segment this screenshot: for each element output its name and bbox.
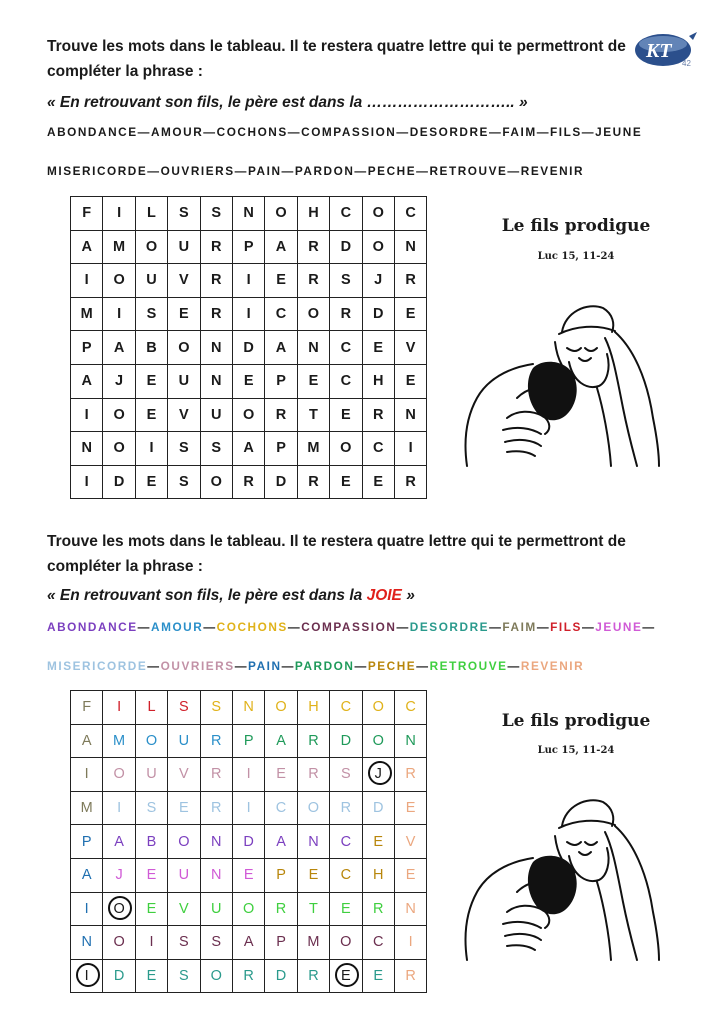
grid-cell: P (71, 331, 103, 365)
solution-grid-cell: J (103, 858, 135, 892)
word-separator: — (536, 620, 551, 634)
solution-grid-row (71, 926, 427, 960)
solution-word: PARDON (294, 659, 355, 673)
grid-cell: V (394, 331, 426, 365)
grid-cell: U (135, 264, 167, 298)
solution-word: RETROUVE (429, 659, 508, 673)
solution-grid-cell: D (362, 791, 394, 825)
grid-cell: D (103, 465, 135, 499)
solution-grid-cell: R (297, 758, 329, 792)
grid-cell: C (362, 432, 394, 466)
grid-cell: O (103, 432, 135, 466)
solution-word-search-grid (70, 690, 427, 993)
answer-circle (108, 896, 132, 920)
grid-row (71, 264, 427, 298)
grid-cell: E (168, 297, 200, 331)
solution-grid-cell: S (200, 926, 232, 960)
solution-grid-cell: E (135, 858, 167, 892)
solution-grid-cell: I (232, 791, 264, 825)
grid-cell: N (394, 230, 426, 264)
solution-grid-cell: C (330, 691, 362, 725)
solution-grid-cell: L (135, 691, 167, 725)
grid-cell: N (71, 432, 103, 466)
solution-grid-cell: E (394, 858, 426, 892)
grid-cell: M (103, 230, 135, 264)
solution-grid-cell: I (71, 959, 103, 993)
solution-grid-cell: N (297, 825, 329, 859)
solution-illustration-title: Le fils prodigue (501, 711, 651, 731)
solution-grid-cell: O (362, 724, 394, 758)
solution-grid-cell: D (232, 825, 264, 859)
grid-cell: D (232, 331, 264, 365)
grid-cell: A (71, 364, 103, 398)
solution-word: FAIM (502, 620, 537, 634)
grid-cell: P (232, 230, 264, 264)
solution-grid-cell: E (362, 825, 394, 859)
exercise-instruction-line1: Trouve les mots dans le tableau. Il te restera quatre lettre qui te permettront de (47, 38, 626, 55)
solution-grid-cell: E (362, 959, 394, 993)
grid-cell: D (265, 465, 297, 499)
grid-cell: H (297, 197, 329, 231)
grid-cell: I (103, 197, 135, 231)
solution-instruction (47, 529, 647, 579)
grid-cell: E (297, 364, 329, 398)
word-separator: — (507, 659, 521, 673)
solution-grid-cell: H (362, 858, 394, 892)
solution-word: ABONDANCE (47, 620, 138, 634)
solution-instruction-line2: compléter la phrase : (47, 558, 203, 575)
grid-cell: O (362, 197, 394, 231)
solution-grid-cell: R (297, 959, 329, 993)
grid-row (71, 197, 427, 231)
grid-cell: U (168, 230, 200, 264)
grid-cell: D (362, 297, 394, 331)
grid-cell: S (168, 465, 200, 499)
word-separator: — (642, 620, 656, 634)
grid-cell: M (297, 432, 329, 466)
grid-cell: O (168, 331, 200, 365)
grid-row (71, 297, 427, 331)
father-embracing-son-illustration (447, 298, 677, 473)
grid-row (71, 398, 427, 432)
exercise-sentence: « En retrouvant son fils, le père est dans la ……………………….. » (47, 94, 528, 111)
solution-grid-cell: O (103, 926, 135, 960)
grid-cell: L (135, 197, 167, 231)
answer-circle (368, 761, 392, 785)
grid-cell: A (232, 432, 264, 466)
solution-grid-cell: E (135, 892, 167, 926)
solution-grid-cell: O (103, 892, 135, 926)
grid-cell: S (200, 197, 232, 231)
solution-grid-cell: B (135, 825, 167, 859)
solution-grid-cell: S (135, 791, 167, 825)
grid-cell: I (232, 264, 264, 298)
grid-cell: O (232, 398, 264, 432)
word-separator: — (137, 620, 151, 634)
grid-row (71, 364, 427, 398)
solution-grid-cell: C (330, 825, 362, 859)
grid-cell: O (103, 264, 135, 298)
solution-grid-cell: N (394, 724, 426, 758)
grid-cell: V (168, 398, 200, 432)
grid-cell: M (71, 297, 103, 331)
solution-word-list-line1 (47, 620, 656, 634)
grid-cell: E (330, 398, 362, 432)
solution-grid-cell: U (135, 758, 167, 792)
word-separator: — (147, 659, 161, 673)
solution-grid-cell: A (265, 825, 297, 859)
solution-grid-cell: S (200, 691, 232, 725)
solution-grid-cell: E (330, 892, 362, 926)
solution-grid-cell: C (362, 926, 394, 960)
grid-cell: E (135, 398, 167, 432)
solution-grid-cell: D (265, 959, 297, 993)
grid-cell: O (103, 398, 135, 432)
solution-word: MISERICORDE (47, 659, 148, 673)
solution-word: OUVRIERS (160, 659, 235, 673)
word-search-grid (70, 196, 427, 499)
grid-cell: U (200, 398, 232, 432)
solution-grid-cell: V (168, 892, 200, 926)
solution-grid-cell: I (394, 926, 426, 960)
grid-cell: V (168, 264, 200, 298)
solution-grid-row (71, 758, 427, 792)
grid-cell: R (394, 465, 426, 499)
grid-cell: E (362, 465, 394, 499)
solution-grid-cell: O (265, 691, 297, 725)
solution-grid-cell: P (265, 926, 297, 960)
solution-word: REVENIR (520, 659, 585, 673)
answer-circle (76, 963, 100, 987)
illustration-title: Le fils prodigue (501, 216, 651, 236)
grid-row (71, 230, 427, 264)
solution-grid-cell: O (103, 758, 135, 792)
solution-grid-cell: T (297, 892, 329, 926)
solution-grid-cell: O (362, 691, 394, 725)
grid-cell: O (297, 297, 329, 331)
solution-grid-cell: O (232, 892, 264, 926)
grid-cell: C (394, 197, 426, 231)
solution-grid-cell: I (71, 758, 103, 792)
logo-text: KT (646, 40, 672, 62)
solution-grid-cell: I (103, 691, 135, 725)
solution-grid-row (71, 724, 427, 758)
solution-grid-cell: R (200, 791, 232, 825)
grid-cell: T (297, 398, 329, 432)
solution-grid-cell: R (362, 892, 394, 926)
grid-cell: O (135, 230, 167, 264)
grid-cell: I (394, 432, 426, 466)
solution-grid-cell: R (394, 758, 426, 792)
grid-cell: I (71, 398, 103, 432)
grid-cell: I (71, 465, 103, 499)
solution-grid-cell: F (71, 691, 103, 725)
grid-cell: R (330, 297, 362, 331)
word-separator: — (203, 620, 217, 634)
grid-cell: J (103, 364, 135, 398)
solution-grid-cell: V (168, 758, 200, 792)
grid-cell: I (135, 432, 167, 466)
grid-cell: A (265, 331, 297, 365)
grid-cell: N (232, 197, 264, 231)
solution-word: JEUNE (595, 620, 643, 634)
grid-cell: C (330, 364, 362, 398)
solution-instruction-line1: Trouve les mots dans le tableau. Il te restera quatre lettre qui te permettront de (47, 533, 626, 550)
grid-cell: O (362, 230, 394, 264)
grid-cell: R (362, 398, 394, 432)
solution-grid-cell: A (103, 825, 135, 859)
solution-grid-cell: A (265, 724, 297, 758)
grid-cell: E (232, 364, 264, 398)
solution-grid-cell: R (297, 724, 329, 758)
grid-cell: R (265, 398, 297, 432)
solution-sentence-suffix: » (401, 587, 415, 604)
solution-grid-cell: A (232, 926, 264, 960)
solution-grid-cell: R (232, 959, 264, 993)
grid-cell: P (265, 432, 297, 466)
solution-grid-cell: S (168, 926, 200, 960)
grid-row (71, 465, 427, 499)
solution-grid-cell: U (168, 724, 200, 758)
solution-grid-cell: C (330, 858, 362, 892)
solution-illustration-reference: Luc 15, 11-24 (537, 745, 615, 756)
solution-sentence-prefix: « En retrouvant son fils, le père est dans la (47, 587, 367, 604)
solution-word: COCHONS (216, 620, 288, 634)
grid-cell: E (135, 465, 167, 499)
solution-grid-cell: N (200, 825, 232, 859)
grid-cell: R (232, 465, 264, 499)
word-separator: — (287, 620, 302, 634)
grid-cell: F (71, 197, 103, 231)
grid-cell: S (330, 264, 362, 298)
solution-grid-cell: D (103, 959, 135, 993)
grid-cell: J (362, 264, 394, 298)
word-separator: — (489, 620, 503, 634)
solution-grid-cell: A (71, 858, 103, 892)
solution-grid-cell: U (200, 892, 232, 926)
grid-cell: S (200, 432, 232, 466)
solution-grid-cell: N (232, 691, 264, 725)
grid-cell: I (232, 297, 264, 331)
grid-cell: E (135, 364, 167, 398)
grid-cell: P (265, 364, 297, 398)
solution-grid-cell: P (71, 825, 103, 859)
grid-cell: B (135, 331, 167, 365)
grid-cell: C (265, 297, 297, 331)
grid-cell: A (103, 331, 135, 365)
grid-cell: U (168, 364, 200, 398)
grid-cell: R (394, 264, 426, 298)
solution-grid-cell: M (103, 724, 135, 758)
solution-grid-cell: I (71, 892, 103, 926)
solution-grid-cell: O (168, 825, 200, 859)
solution-grid-cell: O (330, 926, 362, 960)
solution-grid-cell: I (232, 758, 264, 792)
solution-grid-cell: I (103, 791, 135, 825)
grid-cell: N (200, 331, 232, 365)
solution-word: COMPASSION (301, 620, 397, 634)
grid-cell: R (200, 297, 232, 331)
solution-grid-cell: N (200, 858, 232, 892)
answer-circle (335, 963, 359, 987)
solution-grid-cell: R (394, 959, 426, 993)
grid-cell: C (330, 197, 362, 231)
grid-cell: R (200, 230, 232, 264)
solution-grid-cell: N (394, 892, 426, 926)
solution-grid-cell: D (330, 724, 362, 758)
solution-word-list-line2 (47, 659, 584, 673)
grid-row (71, 331, 427, 365)
solution-father-embracing-son-illustration (447, 792, 677, 967)
grid-cell: C (330, 331, 362, 365)
word-separator: — (581, 620, 596, 634)
illustration-reference: Luc 15, 11-24 (537, 251, 615, 262)
solution-word: PAIN (248, 659, 282, 673)
solution-word: PECHE (367, 659, 417, 673)
solution-grid-cell: A (71, 724, 103, 758)
solution-grid-cell: I (135, 926, 167, 960)
grid-cell: E (330, 465, 362, 499)
grid-cell: N (394, 398, 426, 432)
solution-grid-cell: O (200, 959, 232, 993)
grid-cell: I (103, 297, 135, 331)
grid-cell: R (297, 230, 329, 264)
grid-cell: E (265, 264, 297, 298)
solution-grid-cell: O (297, 791, 329, 825)
word-separator: — (396, 620, 410, 634)
solution-grid-cell: M (297, 926, 329, 960)
exercise-instruction-line2: compléter la phrase : (47, 63, 203, 80)
solution-grid-cell: R (200, 724, 232, 758)
exercise-word-list-line2: MISERICORDE—OUVRIERS—PAIN—PARDON—PECHE—RETROUVE—REVENIR (47, 164, 585, 178)
solution-word: DESORDRE (409, 620, 490, 634)
solution-grid-cell: P (265, 858, 297, 892)
solution-grid-cell: V (394, 825, 426, 859)
solution-grid-cell: E (330, 959, 362, 993)
solution-grid-cell: E (394, 791, 426, 825)
word-separator: — (281, 659, 295, 673)
grid-cell: E (362, 331, 394, 365)
exercise-word-list-line1: ABONDANCE—AMOUR—COCHONS—COMPASSION—DESORDRE—FAIM—FILS—JEUNE (47, 125, 643, 139)
word-separator: — (354, 659, 368, 673)
grid-cell: S (168, 432, 200, 466)
solution-grid-row (71, 858, 427, 892)
word-separator: — (234, 659, 249, 673)
solution-grid-cell: E (265, 758, 297, 792)
solution-grid-cell: H (297, 691, 329, 725)
solution-word: AMOUR (151, 620, 204, 634)
solution-grid-row (71, 825, 427, 859)
logo-sub: 42 (682, 59, 691, 68)
solution-grid-cell: S (330, 758, 362, 792)
solution-grid-cell: C (394, 691, 426, 725)
solution-grid-cell: M (71, 791, 103, 825)
solution-grid-cell: O (135, 724, 167, 758)
grid-cell: E (394, 364, 426, 398)
grid-cell: R (200, 264, 232, 298)
solution-grid-cell: C (265, 791, 297, 825)
grid-cell: S (168, 197, 200, 231)
grid-cell: O (200, 465, 232, 499)
solution-grid-row (71, 791, 427, 825)
solution-grid-cell: R (265, 892, 297, 926)
grid-cell: O (330, 432, 362, 466)
grid-cell: H (362, 364, 394, 398)
grid-cell: A (71, 230, 103, 264)
grid-cell: O (265, 197, 297, 231)
grid-cell: R (297, 264, 329, 298)
grid-cell: S (135, 297, 167, 331)
solution-answer: JOIE (366, 587, 402, 604)
solution-word: FILS (550, 620, 582, 634)
grid-cell: N (200, 364, 232, 398)
solution-grid-row (71, 892, 427, 926)
grid-cell: D (330, 230, 362, 264)
grid-row (71, 432, 427, 466)
word-separator: — (416, 659, 430, 673)
solution-grid-cell: E (168, 791, 200, 825)
solution-grid-cell: E (135, 959, 167, 993)
solution-grid-cell: R (200, 758, 232, 792)
solution-grid-cell: P (232, 724, 264, 758)
exercise-instruction (47, 34, 647, 84)
solution-sentence (47, 587, 415, 605)
solution-grid-cell: S (168, 691, 200, 725)
grid-cell: N (297, 331, 329, 365)
grid-cell: A (265, 230, 297, 264)
solution-grid-row (71, 691, 427, 725)
solution-grid-cell: S (168, 959, 200, 993)
solution-grid-row (71, 959, 427, 993)
solution-grid-cell: E (232, 858, 264, 892)
solution-grid-cell: J (362, 758, 394, 792)
grid-cell: R (297, 465, 329, 499)
solution-grid-cell: E (297, 858, 329, 892)
solution-grid-cell: N (71, 926, 103, 960)
solution-grid-cell: R (330, 791, 362, 825)
grid-cell: E (394, 297, 426, 331)
solution-grid-cell: U (168, 858, 200, 892)
grid-cell: I (71, 264, 103, 298)
